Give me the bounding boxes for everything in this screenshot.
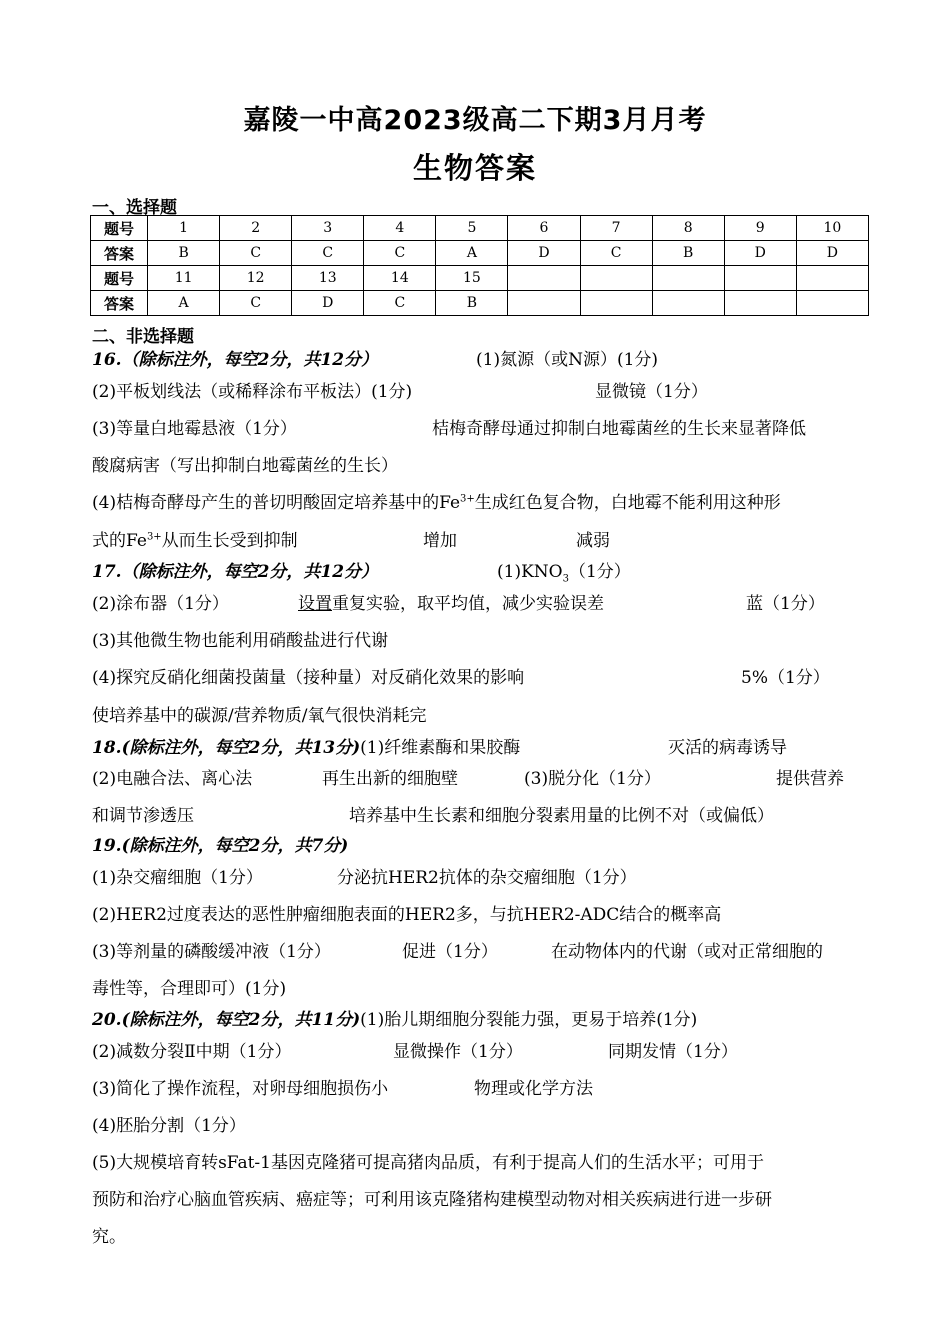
table-cell: C — [580, 241, 652, 266]
table-cell — [580, 291, 652, 316]
q20-answer-4: (4)胚胎分割（1分） — [92, 1116, 246, 1136]
table-cell: 3 — [292, 216, 364, 241]
underlined-text: 设置 — [298, 594, 332, 614]
table-cell: B — [652, 241, 724, 266]
table-cell — [652, 266, 724, 291]
table-cell — [508, 291, 580, 316]
q19-answer-3c: 在动物体内的代谢（或对正常细胞的 — [551, 942, 823, 962]
q20-answer-5a: (5)大规模培育转sFat-1基因克隆猪可提高猪肉品质，有利于提高人们的生活水平；可用于 — [92, 1153, 764, 1173]
section-non-choice: 二、非选择题 — [92, 327, 194, 347]
superscript: 3+ — [460, 493, 475, 505]
q20-answer-3a: (3)简化了操作流程，对卵母细胞损伤小 — [92, 1079, 389, 1099]
q19-answer-1b: 分泌抗HER2抗体的杂交瘤细胞（1分） — [337, 868, 637, 888]
text-segment: （1分） — [568, 562, 631, 582]
q20-answer-1: (1)胎儿期细胞分裂能力强，更易于培养(1分) — [360, 1010, 698, 1030]
table-row — [91, 291, 869, 316]
table-cell: 1 — [148, 216, 220, 241]
table-cell: A — [436, 241, 508, 266]
table-cell — [508, 266, 580, 291]
q18-answer-3c: 和调节渗透压 — [92, 806, 194, 826]
q17-answer-4a: (4)探究反硝化细菌投菌量（接种量）对反硝化效果的影响 — [92, 668, 525, 688]
q16-answer-2a: (2)平板划线法（或稀释涂布平板法）(1分) — [92, 382, 413, 402]
q20-answer-2b: 显微操作（1分） — [393, 1042, 523, 1062]
superscript: 3+ — [146, 531, 162, 543]
table-cell: 7 — [580, 216, 652, 241]
table-cell — [724, 266, 796, 291]
section-multiple-choice: 一、选择题 — [92, 198, 177, 218]
q16-answer-3a: (3)等量白地霉悬液（1分） — [92, 419, 297, 439]
row-label-answer: 答案 — [91, 291, 148, 316]
table-cell: A — [148, 291, 220, 316]
q20-heading: 20.(除标注外，每空2分，共11分) — [92, 1010, 361, 1030]
q16-answer-4b — [92, 526, 298, 551]
table-cell: 14 — [364, 266, 436, 291]
subscript: 3 — [562, 573, 569, 585]
answer-table — [90, 215, 869, 316]
text-segment: (4)桔梅奇酵母产生的普切明酸固定培养基中的Fe — [92, 493, 461, 513]
q18-answer-3d: 培养基中生长素和细胞分裂素用量的比例不对（或偏低） — [349, 806, 774, 826]
q19-answer-3b: 促进（1分） — [402, 942, 498, 962]
q17-answer-2b — [298, 589, 604, 614]
q17-answer-4c: 使培养基中的碳源/营养物质/氧气很快消耗完 — [92, 706, 427, 726]
text-segment: 重复实验，取平均值，减少实验误差 — [332, 594, 604, 614]
q16-answer-3c: 酸腐病害（写出抑制白地霉菌丝的生长） — [92, 456, 398, 476]
q18-answer-3a: (3)脱分化（1分） — [524, 769, 661, 789]
table-row — [91, 241, 869, 266]
q17-answer-4b: 5%（1分） — [741, 668, 830, 688]
table-cell: D — [292, 291, 364, 316]
table-cell: 6 — [508, 216, 580, 241]
q17-answer-2a: (2)涂布器（1分） — [92, 594, 229, 614]
text-segment: 从而生长受到抑制 — [161, 531, 298, 551]
q20-answer-3b: 物理或化学方法 — [474, 1079, 593, 1099]
text-segment: (1)KNO — [497, 562, 563, 582]
q16-answer-4a — [92, 488, 781, 513]
row-label-question: 题号 — [91, 266, 148, 291]
q17-answer-1 — [497, 557, 631, 584]
q17-answer-3: (3)其他微生物也能利用硝酸盐进行代谢 — [92, 631, 389, 651]
table-cell: B — [436, 291, 508, 316]
table-cell — [580, 266, 652, 291]
q19-answer-3a: (3)等剂量的磷酸缓冲液（1分） — [92, 942, 331, 962]
q16-answer-2b: 显微镜（1分） — [595, 382, 708, 402]
table-cell: 10 — [796, 216, 868, 241]
q17-answer-2c: 蓝（1分） — [746, 594, 825, 614]
table-cell: C — [364, 241, 436, 266]
table-cell: D — [724, 241, 796, 266]
table-cell — [652, 291, 724, 316]
table-cell: C — [220, 291, 292, 316]
table-cell: 4 — [364, 216, 436, 241]
table-row — [91, 266, 869, 291]
table-cell: 15 — [436, 266, 508, 291]
q16-heading: 16.（除标注外，每空2分，共12分） — [92, 350, 379, 370]
q20-line-1 — [92, 1005, 697, 1030]
q17-heading: 17.（除标注外，每空2分，共12分） — [92, 562, 379, 582]
q18-line-1 — [92, 733, 520, 758]
table-cell: C — [292, 241, 364, 266]
q20-answer-2c: 同期发情（1分） — [608, 1042, 738, 1062]
table-cell: C — [364, 291, 436, 316]
table-cell — [796, 266, 868, 291]
table-cell: 5 — [436, 216, 508, 241]
table-cell: 13 — [292, 266, 364, 291]
q18-heading: 18.(除标注外，每空2分，共13分) — [92, 738, 361, 758]
text-segment: 生成红色复合物，白地霉不能利用这种形 — [474, 493, 781, 513]
table-cell: D — [796, 241, 868, 266]
table-cell — [796, 291, 868, 316]
page-title: 嘉陵一中高2023级高二下期3月月考 — [243, 105, 707, 136]
q16-answer-4d: 减弱 — [576, 531, 610, 551]
table-cell: 12 — [220, 266, 292, 291]
q18-answer-2b: 再生出新的细胞壁 — [322, 769, 458, 789]
q18-answer-2a: (2)电融合法、离心法 — [92, 769, 253, 789]
table-cell: B — [148, 241, 220, 266]
q18-answer-3b: 提供营养 — [776, 769, 844, 789]
q19-heading: 19.(除标注外，每空2分，共7分) — [92, 836, 349, 856]
q20-answer-2a: (2)减数分裂Ⅱ中期（1分） — [92, 1042, 292, 1062]
table-cell: C — [220, 241, 292, 266]
table-cell: D — [508, 241, 580, 266]
table-cell: 8 — [652, 216, 724, 241]
table-row — [91, 216, 869, 241]
q19-answer-3d: 毒性等，合理即可）(1分) — [92, 979, 287, 999]
q16-answer-3b: 桔梅奇酵母通过抑制白地霉菌丝的生长来显著降低 — [432, 419, 806, 439]
table-cell: 9 — [724, 216, 796, 241]
page-subtitle: 生物答案 — [412, 151, 537, 185]
q16-answer-4c: 增加 — [423, 531, 457, 551]
row-label-answer: 答案 — [91, 241, 148, 266]
q19-answer-2: (2)HER2过度表达的恶性肿瘤细胞表面的HER2多，与抗HER2-ADC结合的概率高 — [92, 905, 722, 925]
table-cell: 2 — [220, 216, 292, 241]
q18-answer-1b: 灭活的病毒诱导 — [668, 738, 787, 758]
q16-answer-1: (1)氮源（或N源）(1分) — [476, 350, 659, 370]
row-label-question: 题号 — [91, 216, 148, 241]
table-cell: 11 — [148, 266, 220, 291]
q19-answer-1a: (1)杂交瘤细胞（1分） — [92, 868, 263, 888]
q20-answer-5c: 究。 — [92, 1227, 126, 1247]
text-segment: 式的Fe — [92, 531, 147, 551]
table-cell — [724, 291, 796, 316]
q18-answer-1: (1)纤维素酶和果胶酶 — [360, 738, 521, 758]
q20-answer-5b: 预防和治疗心脑血管疾病、癌症等；可利用该克隆猪构建模型动物对相关疾病进行进一步研 — [92, 1190, 772, 1210]
